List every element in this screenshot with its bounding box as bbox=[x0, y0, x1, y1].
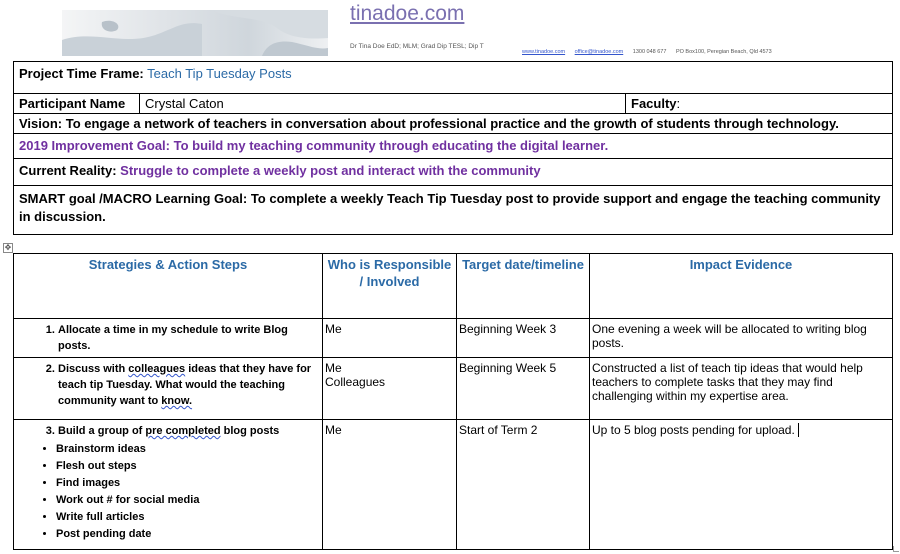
contact-line bbox=[522, 49, 780, 55]
header-impact: Impact Evidence bbox=[590, 254, 893, 319]
target-cell-1[interactable]: Beginning Week 3 bbox=[457, 319, 590, 358]
step-cell-3[interactable] bbox=[14, 420, 323, 550]
who-2-line-1: Me bbox=[325, 361, 342, 375]
impact-cell-3[interactable] bbox=[590, 420, 893, 550]
who-cell-3[interactable]: Me bbox=[323, 420, 457, 550]
bullet-item: • Post pending date bbox=[56, 526, 320, 543]
plan-row-2 bbox=[14, 358, 893, 420]
who-2-line-2: Colleagues bbox=[325, 375, 386, 389]
header-who: Who is Responsible / Involved bbox=[323, 254, 457, 319]
vision-row bbox=[14, 114, 893, 134]
step-3-bullet-list bbox=[16, 441, 320, 543]
table-move-handle-icon[interactable]: ✥ bbox=[4, 243, 12, 252]
bullet-item: • Brainstorm ideas bbox=[56, 441, 320, 458]
participant-label[interactable]: Participant Name bbox=[14, 94, 140, 114]
email-link[interactable]: office@tinadoe.com bbox=[574, 49, 624, 55]
plan-header-row bbox=[14, 254, 893, 319]
site-title-link[interactable]: tinadoe.com bbox=[350, 2, 465, 25]
action-plan-table bbox=[13, 253, 893, 550]
step-3-underlined-word: pre completed bbox=[145, 425, 221, 437]
improvement-goal-label: 2019 Improvement Goal: bbox=[19, 138, 170, 153]
faculty-colon: : bbox=[676, 96, 681, 111]
phone-number: 1300 048 677 bbox=[632, 49, 667, 55]
impact-3-text: Up to 5 blog posts pending for upload. bbox=[592, 423, 795, 437]
step-1-text: 1. Allocate a time in my schedule to write Blog posts. bbox=[58, 322, 320, 354]
time-frame-label: Project Time Frame: bbox=[19, 66, 144, 81]
step-3-part-b: blog posts bbox=[220, 425, 280, 437]
bullet-item: • Flesh out steps bbox=[56, 458, 320, 475]
participant-value[interactable]: Crystal Caton bbox=[140, 94, 626, 114]
postal-address: PO Box100, Peregian Beach, Qld 4573 bbox=[675, 49, 772, 55]
current-reality-row bbox=[14, 159, 893, 186]
improvement-goal-cell[interactable] bbox=[14, 134, 893, 159]
plan-row-3 bbox=[14, 420, 893, 550]
impact-cell-2[interactable]: Constructed a list of teach tip ideas that would help teachers to complete tasks that they may find challenging within my expertise area. bbox=[590, 358, 893, 420]
step-cell-2[interactable] bbox=[14, 358, 323, 420]
step-2-part-b: ideas that they have for teach tip Tuesday. What would the teaching community want to bbox=[58, 363, 312, 407]
time-frame-row bbox=[14, 62, 893, 94]
faculty-cell[interactable] bbox=[626, 94, 893, 114]
participant-row bbox=[14, 94, 893, 114]
header-target: Target date/timeline bbox=[457, 254, 590, 319]
smart-goal-statement[interactable]: SMART goal /MACRO Learning Goal: To complete a weekly Teach Tip Tuesday post to provide support and engage the teaching community in discussion. bbox=[14, 186, 893, 235]
header-strategies: Strategies & Action Steps bbox=[14, 254, 323, 319]
improvement-goal-value: To build my teaching community through educating the digital learner. bbox=[173, 138, 609, 153]
credentials-line: Dr Tina Doe EdD; MLM; Grad Dip TESL; Dip T bbox=[350, 43, 484, 50]
target-cell-3[interactable]: Start of Term 2 bbox=[457, 420, 590, 550]
who-cell-2[interactable] bbox=[323, 358, 457, 420]
step-3-part-a: Build a group of bbox=[58, 425, 146, 437]
target-cell-2[interactable]: Beginning Week 5 bbox=[457, 358, 590, 420]
faculty-label: Faculty bbox=[631, 96, 677, 111]
world-map-banner-image bbox=[62, 10, 328, 56]
current-reality-label: Current Reality: bbox=[19, 163, 117, 178]
improvement-goal-row bbox=[14, 134, 893, 159]
bullet-item: • Find images bbox=[56, 475, 320, 492]
letterhead bbox=[0, 0, 900, 60]
impact-cell-1[interactable]: One evening a week will be allocated to writing blog posts. bbox=[590, 319, 893, 358]
step-cell-1[interactable] bbox=[14, 319, 323, 358]
website-link[interactable]: www.tinadoe.com bbox=[522, 49, 566, 55]
plan-row-1 bbox=[14, 319, 893, 358]
current-reality-cell[interactable] bbox=[14, 159, 893, 186]
smart-goal-row bbox=[14, 186, 893, 235]
bullet-item: • Work out # for social media bbox=[56, 492, 320, 509]
step-2-underlined-word: colleagues bbox=[128, 363, 186, 375]
project-info-table bbox=[13, 61, 893, 235]
vision-statement[interactable]: Vision: To engage a network of teachers in conversation about professional practice and the growth of students through technology. bbox=[14, 114, 893, 134]
who-cell-1[interactable]: Me bbox=[323, 319, 457, 358]
current-reality-value: Struggle to complete a weekly post and interact with the community bbox=[120, 163, 541, 178]
time-frame-value: Teach Tip Tuesday Posts bbox=[147, 66, 292, 81]
step-2-text bbox=[58, 361, 320, 409]
step-2-underlined-word-2: know. bbox=[161, 395, 193, 407]
time-frame-cell[interactable] bbox=[14, 62, 893, 94]
bullet-item: • Write full articles bbox=[56, 509, 320, 526]
table-resize-handle[interactable] bbox=[893, 546, 899, 552]
text-cursor bbox=[798, 423, 799, 437]
step-2-part-a: Discuss with bbox=[58, 363, 129, 375]
step-3-text bbox=[58, 423, 320, 439]
